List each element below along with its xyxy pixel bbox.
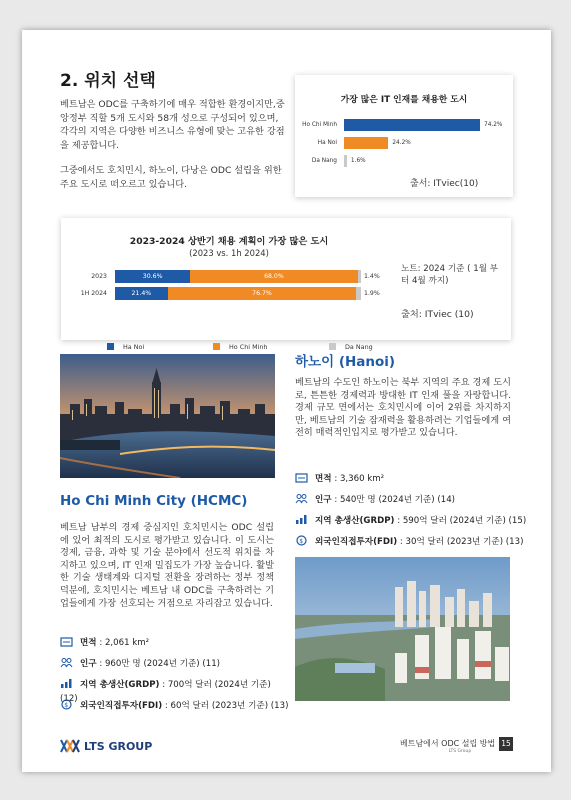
stat-value: : 960만 명 (2024년 기준) (11)	[96, 659, 221, 669]
doc-title: 베트남에서 ODC 설립 방법	[400, 739, 496, 748]
category-label: Ho Chi Minh	[302, 122, 337, 128]
stat-label: 인구	[80, 659, 97, 669]
stat-value: : 540만 명 (2024년 기준) (14)	[331, 495, 456, 505]
hcmc-stats	[60, 636, 290, 713]
category-label: Ha Noi	[317, 140, 337, 146]
hanoi-body: 베트남의 수도인 하노이는 북부 지역의 주요 경제 도시로, 튼튼한 경제력과 방대한 IT 인재 풀을 자랑합니다. 경제 규모 면에서는 호치민시에 이어 2위를 차지하지만, 베트남의 기술 잠재력을 활용하려는 기업들에게 여전히 매력적인입지로 평가받고 있습니다.	[295, 377, 511, 439]
hcmc-stat-fdi	[60, 699, 290, 713]
legend-label: Ha Noi	[123, 343, 145, 351]
hanoi-photo	[295, 557, 510, 701]
chart-source: 출서: ITviec(10)	[410, 179, 479, 189]
legend-label: Da Nang	[345, 343, 373, 351]
area-icon	[60, 636, 73, 647]
hanoi-stat-grdp	[295, 514, 535, 528]
bar	[344, 137, 388, 149]
stat-label: 지역 총생산(GRDP)	[315, 516, 395, 526]
hiring-plan-chart-card	[61, 218, 511, 351]
intro-paragraph-2: 그중에서도 호치민시, 하노이, 다낭은 ODC 설립을 위한 주요 도시로 떠오르고 있습니다.	[60, 165, 282, 190]
value-label: 24.2%	[392, 140, 411, 146]
legend-swatch	[329, 343, 336, 350]
fdi-icon	[295, 535, 308, 546]
legend-item	[213, 343, 267, 351]
footer-doc-title	[400, 738, 495, 754]
category-label: Da Nang	[311, 158, 337, 164]
stat-value: : 30억 달러 (2023년 기준) (13)	[397, 537, 524, 547]
bar-segment: 68.0%	[190, 270, 357, 283]
chart-subtitle: (2023 vs. 1h 2024)	[189, 248, 269, 258]
stat-value: : 700억 달러 (2024년 기준) (12)	[60, 680, 271, 704]
value-label: 1.4%	[364, 273, 380, 280]
stat-label: 외국인직접투자(FDI)	[315, 537, 398, 547]
chart-note: 노트: 2024 기준 ( 1월 부터 4월 까지)	[401, 264, 499, 286]
logo-mark-icon	[60, 738, 80, 754]
svg-text:$: $	[299, 538, 304, 545]
hanoi-stat-area	[295, 472, 535, 486]
bar-segment: 21.4%	[115, 287, 168, 300]
legend-swatch	[107, 343, 114, 350]
document-page	[22, 30, 551, 772]
stat-value: : 590억 달러 (2024년 기준) (15)	[394, 516, 527, 526]
bar-segment: 76.7%	[168, 287, 357, 300]
value-label: 1.9%	[364, 290, 380, 297]
bar	[344, 155, 347, 167]
bar-segment	[356, 287, 361, 300]
hcmc-photo	[60, 354, 275, 478]
category-label: 1H 2024	[80, 290, 107, 297]
value-label: 74.2%	[484, 122, 503, 128]
population-icon	[60, 657, 73, 668]
stacked-bar-row	[61, 287, 391, 300]
stat-label: 인구	[315, 495, 332, 505]
section-title: 2. 위치 선택	[60, 71, 156, 91]
page-number: 15	[499, 737, 513, 751]
it-talent-chart-card	[295, 75, 513, 197]
bar-row	[295, 136, 513, 150]
grdp-icon	[295, 514, 308, 525]
company-logo	[60, 738, 152, 754]
doc-subtitle: LTS Group	[448, 749, 472, 754]
stat-label: 지역 총생산(GRDP)	[80, 680, 160, 690]
chart-title: 2023-2024 상반기 채용 계획이 가장 많은 도시	[129, 236, 329, 247]
legend-label: Ho Chi Minh	[229, 343, 268, 351]
chart-title: 가장 많은 IT 인재를 채용한 도시	[340, 95, 468, 105]
hcmc-body: 베트남 남부의 경제 중심지인 호치민시는 ODC 설립에 있어 최적의 도시로 평가받고 있습니다. 이 도시는 경제, 금융, 과학 및 기술 분야에서 선도적 위치를 차지하고 있으며, IT 인재 밀집도가 가장 높습니다. 활발한 기술 생태계와 디지털 전환을 장려하는 정부 정책 덕분에, 호치민시는 베트남 내 ODC를 구축하려는 기업들에게 가장 선호되는 거점으로 자리잡고 있습니다.	[60, 522, 274, 609]
stat-value: : 60억 달러 (2023년 기준) (13)	[162, 701, 289, 711]
chart-source: 출처: ITviec (10)	[401, 309, 474, 320]
value-label: 1.6%	[350, 158, 366, 164]
grdp-icon	[60, 678, 73, 689]
intro-paragraph-1: 베트남은 ODC를 구축하기에 매우 적합한 환경이지만,중앙정부 직할 5개 도시와 58개 성으로 구성되어 있으며,각각의 지역은 다양한 비즈니스 유형에 맞는 고유한 강점을 제공합니다.	[60, 99, 285, 151]
hanoi-stat-fdi	[295, 535, 535, 549]
category-label: 2023	[91, 273, 107, 280]
svg-text:$: $	[64, 702, 69, 709]
bar-row	[295, 118, 513, 132]
stacked-bar-row	[61, 270, 391, 283]
stat-value: : 2,061 km²	[96, 638, 150, 648]
bar	[344, 119, 480, 131]
bar-segment	[358, 270, 361, 283]
population-icon	[295, 493, 308, 504]
legend-swatch	[213, 343, 220, 350]
logo-text: LTS GROUP	[84, 740, 153, 753]
stat-value: : 3,360 km²	[331, 474, 385, 484]
hcmc-stat-population	[60, 657, 290, 671]
legend-item	[107, 343, 144, 351]
stat-label: 면적	[80, 638, 97, 648]
hanoi-title: 하노이 (Hanoi)	[295, 354, 396, 370]
hanoi-stat-population	[295, 493, 535, 507]
hcmc-stat-grdp	[60, 678, 290, 704]
intro-text	[60, 98, 285, 203]
fdi-icon	[60, 699, 73, 710]
stat-label: 면적	[315, 474, 332, 484]
bar-segment: 30.6%	[115, 270, 190, 283]
hcmc-title: Ho Chi Minh City (HCMC)	[60, 493, 248, 509]
bar-row	[295, 154, 513, 168]
stat-label: 외국인직접투자(FDI)	[80, 701, 163, 711]
hcmc-stat-area	[60, 636, 290, 650]
hanoi-stats	[295, 472, 535, 549]
area-icon	[295, 472, 308, 483]
